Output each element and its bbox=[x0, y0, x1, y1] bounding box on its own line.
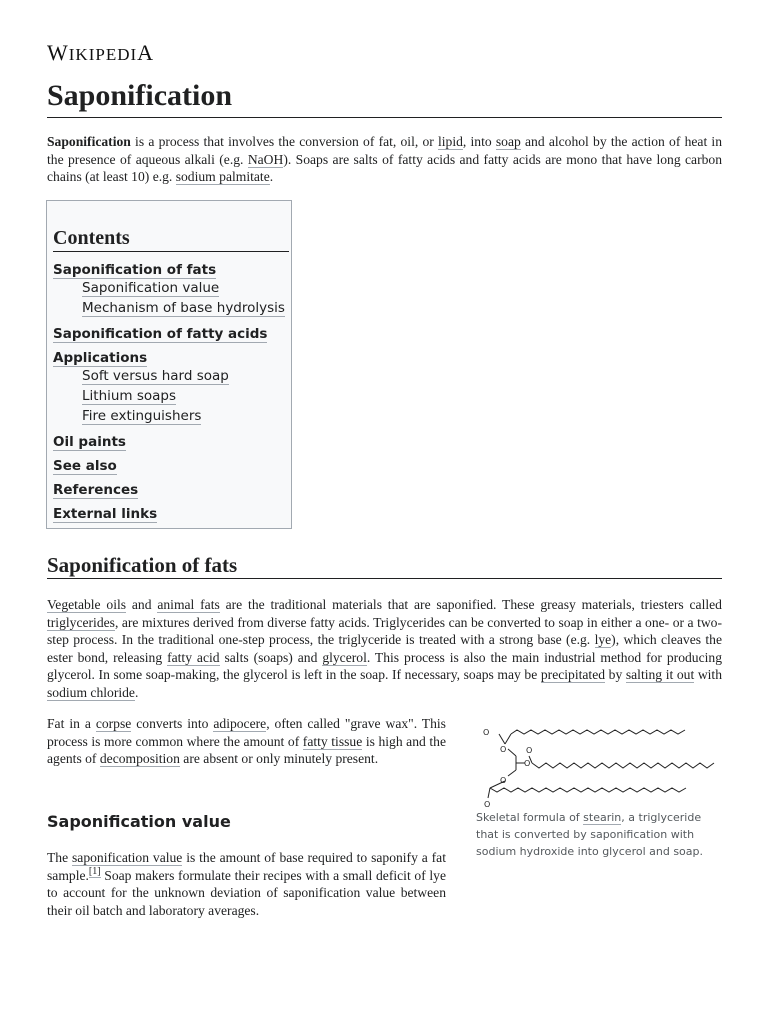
section-paragraph bbox=[47, 596, 722, 701]
toc-item-applications[interactable]: Applications bbox=[53, 350, 148, 366]
paragraph-text: with bbox=[694, 667, 722, 682]
bond bbox=[511, 730, 685, 734]
toc-title: Contents bbox=[53, 225, 289, 252]
toc-item-soft-versus-hard-soap[interactable]: Soft versus hard soap bbox=[82, 368, 229, 384]
wikipedia-wordmark[interactable] bbox=[47, 40, 154, 66]
paragraph-text: by bbox=[605, 667, 626, 682]
paragraph-text: are absent or only minutely present. bbox=[179, 751, 379, 766]
paragraph-text: . This process is also the main industrial method for producing glycerol. In some soap-making, the glycerol is left in the soap. If necessary, soaps may be bbox=[47, 649, 723, 682]
link-salting-it-out[interactable]: salting it out bbox=[625, 667, 695, 682]
toc-item-fire-extinguishers[interactable]: Fire extinguishers bbox=[82, 408, 202, 424]
link-sodium-palmitate[interactable]: sodium palmitate bbox=[175, 169, 270, 184]
link-sodium-chloride[interactable]: sodium chloride bbox=[47, 684, 135, 700]
intro-text: , into bbox=[462, 134, 496, 149]
paragraph-text: . bbox=[134, 684, 139, 700]
toc-item-mechanism-of-base-hydrolysis[interactable]: Mechanism of base hydrolysis bbox=[82, 300, 285, 316]
toc-item-lithium-soaps[interactable]: Lithium soaps bbox=[82, 388, 177, 404]
section-heading-saponification-of-fats: Saponification of fats bbox=[47, 552, 722, 579]
bond bbox=[532, 763, 714, 768]
wordmark-smallcaps: IKIPEDI bbox=[68, 45, 138, 64]
link-corpse[interactable]: corpse bbox=[95, 716, 132, 731]
bond bbox=[490, 788, 686, 792]
section-paragraph bbox=[47, 849, 446, 919]
page-title: Saponification bbox=[47, 77, 722, 118]
bond bbox=[488, 788, 490, 798]
link-soap[interactable]: soap bbox=[495, 134, 521, 149]
intro-text: . bbox=[269, 169, 274, 184]
toc-item-references[interactable]: References bbox=[53, 482, 139, 498]
link-precipitated[interactable]: precipitated bbox=[540, 667, 606, 682]
intro-text: and alcohol by the action of heat in the presence of aqueous alkali (e.g. bbox=[47, 134, 723, 167]
link-glycerol[interactable]: glycerol bbox=[322, 649, 367, 665]
paragraph-text: and bbox=[126, 597, 158, 612]
link-lipid[interactable]: lipid bbox=[437, 134, 463, 149]
reference-link[interactable]: [1] bbox=[88, 865, 101, 877]
bond bbox=[499, 734, 505, 744]
paragraph-text: converts into bbox=[131, 716, 214, 731]
link-animal-fats[interactable]: animal fats bbox=[157, 597, 220, 612]
bond bbox=[505, 734, 511, 744]
intro-text: is a process that involves the conversion of fat, oil, or bbox=[130, 134, 438, 149]
paragraph-text: Fat in a bbox=[47, 716, 96, 731]
link-stearin[interactable]: stearin bbox=[583, 811, 622, 824]
toc-item-oil-paints[interactable]: Oil paints bbox=[53, 434, 126, 450]
toc-item-saponification-of-fats[interactable]: Saponification of fats bbox=[53, 262, 217, 278]
atom-oxygen-label: O bbox=[483, 728, 490, 737]
link-adipocere[interactable]: adipocere bbox=[213, 716, 267, 731]
link-fatty-acid[interactable]: fatty acid bbox=[167, 649, 220, 665]
paragraph-text: are the traditional materials that are saponified. These greasy materials, triesters called bbox=[219, 597, 722, 612]
toc-item-external-links[interactable]: External links bbox=[53, 506, 158, 522]
figure-caption bbox=[476, 809, 726, 860]
intro-paragraph bbox=[47, 133, 722, 186]
caption-text: Skeletal formula of bbox=[476, 811, 584, 824]
link-lye[interactable]: lye bbox=[594, 632, 612, 647]
paragraph-text: is the amount of base required to saponify a fat sample. bbox=[47, 850, 446, 883]
wordmark-letter: W bbox=[47, 40, 69, 65]
atom-oxygen-label: O bbox=[500, 745, 507, 754]
bond bbox=[508, 749, 516, 756]
paragraph-text: is high and the agents of bbox=[47, 733, 446, 766]
atom-oxygen-label: O bbox=[500, 776, 507, 785]
wordmark-letter: A bbox=[137, 40, 155, 65]
atom-oxygen-label: O bbox=[484, 800, 491, 809]
link-vegetable-oils[interactable]: Vegetable oils bbox=[47, 597, 127, 612]
paragraph-text: salts (soaps) and bbox=[219, 649, 323, 665]
atom-oxygen-label: O bbox=[526, 746, 533, 755]
table-of-contents bbox=[46, 200, 292, 529]
section-heading-saponification-value: Saponification value bbox=[47, 812, 231, 831]
paragraph-text: , are mixtures derived from diverse fatty acids. Triglycerides can be converted to soap in either a one- or a two-step process. In the traditional one-step process, the triglyceride is treated with a strong base (e.g. bbox=[47, 614, 722, 647]
toc-item-saponification-value[interactable]: Saponification value bbox=[82, 280, 220, 296]
paragraph-text: The bbox=[47, 850, 73, 865]
link-naoh[interactable]: NaOH bbox=[247, 151, 284, 167]
section-paragraph bbox=[47, 715, 446, 768]
toc-item-saponification-of-fatty-acids[interactable]: Saponification of fatty acids bbox=[53, 326, 268, 342]
paragraph-text: Soap makers formulate their recipes with a small deficit of lye to account for the unknown deviation of saponification value between their oil batch and laboratory averages. bbox=[47, 867, 446, 918]
paragraph-text: ), which cleaves the ester bond, releasing bbox=[47, 632, 722, 665]
link-triglycerides[interactable]: triglycerides bbox=[47, 614, 115, 630]
stearin-skeletal-formula-image[interactable] bbox=[475, 718, 725, 810]
caption-text: , a triglyceride that is converted by saponification with sodium hydroxide into glycerol and soap. bbox=[476, 811, 703, 858]
bond bbox=[508, 770, 516, 776]
atom-oxygen-label: O bbox=[524, 759, 531, 768]
intro-text: ). Soaps are salts of fatty acids and fatty acids are mono that have long carbon chains (at least 10) e.g. bbox=[47, 151, 723, 184]
toc-item-see-also[interactable]: See also bbox=[53, 458, 117, 474]
link-fatty-tissue[interactable]: fatty tissue bbox=[302, 733, 363, 749]
paragraph-text: , often called "grave wax". This process is more common where the amount of bbox=[47, 716, 446, 749]
link-saponification-value[interactable]: saponification value bbox=[72, 850, 183, 865]
intro-bold-term: Saponification bbox=[47, 134, 131, 149]
link-decomposition[interactable]: decomposition bbox=[99, 751, 180, 766]
